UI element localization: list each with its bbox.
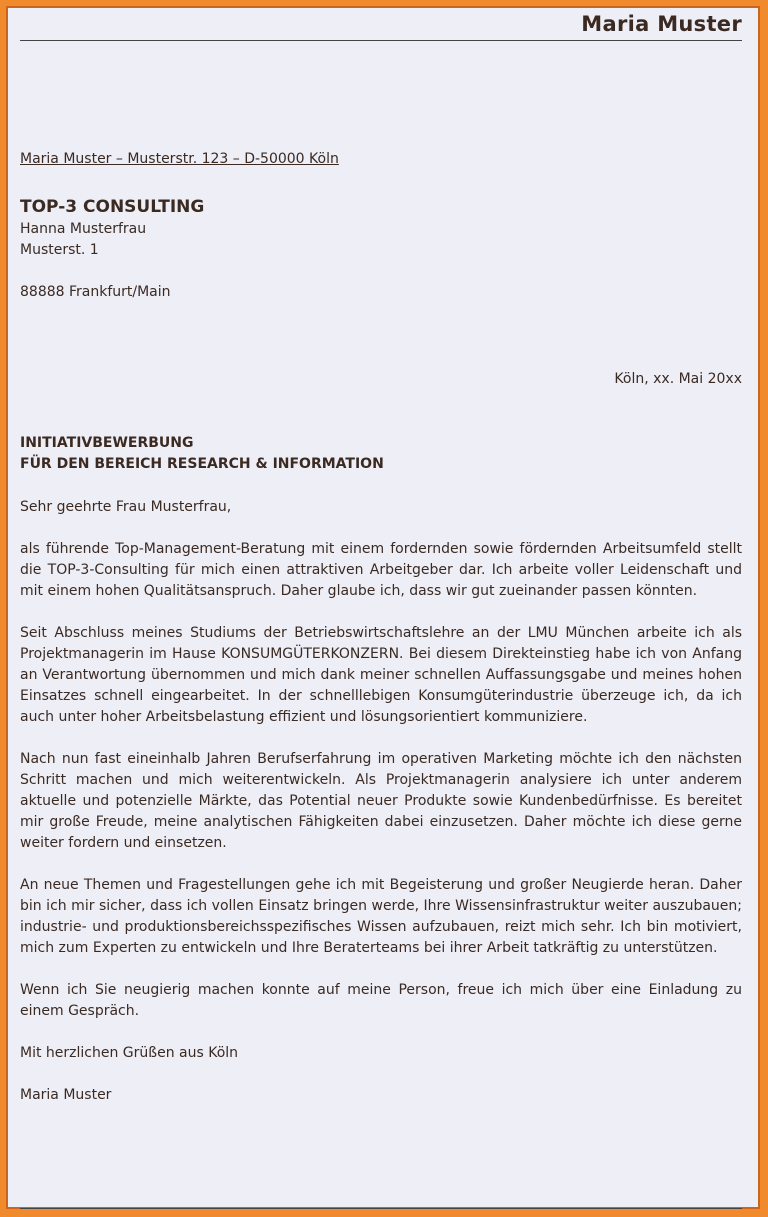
salutation: Sehr geehrte Frau Musterfrau, bbox=[20, 499, 232, 515]
letter-page bbox=[6, 6, 760, 1209]
recipient-street: Musterst. 1 bbox=[20, 242, 99, 258]
signature-name: Maria Muster bbox=[20, 1087, 112, 1103]
address-spacer bbox=[20, 261, 204, 282]
subject-line-2: FÜR DEN BEREICH RESEARCH & INFORMATION bbox=[20, 456, 384, 472]
recipient-city: 88888 Frankfurt/Main bbox=[20, 284, 171, 300]
letter-body bbox=[20, 497, 742, 1127]
letter-date: Köln, xx. Mai 20xx bbox=[614, 371, 742, 387]
recipient-contact: Hanna Musterfrau bbox=[20, 221, 147, 237]
body-paragraph: Wenn ich Sie neugierig machen konnte auf meine Person, freue ich mich über eine Einladung zu einem Gespräch. bbox=[20, 982, 742, 1019]
header-divider bbox=[20, 40, 742, 41]
body-paragraph: als führende Top-Management-Beratung mit einem fordernden sowie fördernden Arbeitsumfeld stellt die TOP-3-Consulting für mich einen attraktiven Arbeitgeber dar. Ich arbeite voller Leidenschaft und mit einem hohen Qualitätsanspruch. Daher glaube ich, dass wir gut zueinander passen könnten. bbox=[20, 541, 742, 599]
subject-line-1: INITIATIVBEWERBUNG bbox=[20, 435, 194, 451]
sender-address-line: Maria Muster – Musterstr. 123 – D-50000 Köln bbox=[20, 151, 339, 167]
recipient-address bbox=[20, 196, 204, 303]
body-paragraph: Nach nun fast eineinhalb Jahren Berufserfahrung im operativen Marketing möchte ich den nächsten Schritt machen und mich weiterentwickeln. Als Projektmanagerin analysiere ich unter anderem aktuelle und potenzielle Märkte, das Potential neuer Produkte sowie Kundenbedürfnisse. Es bereitet mir große Freude, meine analytischen Fähigkeiten dabei einzusetzen. Daher möchte ich diese gerne weiter fordern und einsetzen. bbox=[20, 751, 742, 851]
header-name: Maria Muster bbox=[581, 12, 742, 36]
body-paragraph: An neue Themen und Fragestellungen gehe ich mit Begeisterung und großer Neugierde heran. Daher bin ich mir sicher, dass ich vollen Einsatz bringen werde, Ihre Wissensinfrastruktur weiter auszubauen; industrie- und produktionsbereichsspezifisches Wissen aufzubauen, reizt mich sehr. Ich bin motiviert, mich zum Experten zu entwickeln und Ihre Beraterteams bei ihrer Arbeit tatkräftig zu unterstützen. bbox=[20, 877, 742, 956]
letter-subject bbox=[20, 433, 384, 475]
body-paragraph: Seit Abschluss meines Studiums der Betriebswirtschaftslehre an der LMU München arbeite ich als Projektmanagerin im Hause KONSUMGÜTERKONZERN. Bei diesem Direkteinstieg habe ich von Anfang an Verantwortung übernommen und mich dank meiner schnellen Auffassungsgabe und meines hohen Einsatzes schnell eingearbeitet. In der schnelllebigen Konsumgüterindustrie überzeuge ich, da ich auch unter hoher Arbeitsbelastung effizient und lösungsorientiert kommuniziere. bbox=[20, 625, 742, 725]
closing: Mit herzlichen Grüßen aus Köln bbox=[20, 1045, 239, 1061]
footer-divider bbox=[20, 1208, 742, 1209]
recipient-company: TOP-3 CONSULTING bbox=[20, 197, 205, 217]
